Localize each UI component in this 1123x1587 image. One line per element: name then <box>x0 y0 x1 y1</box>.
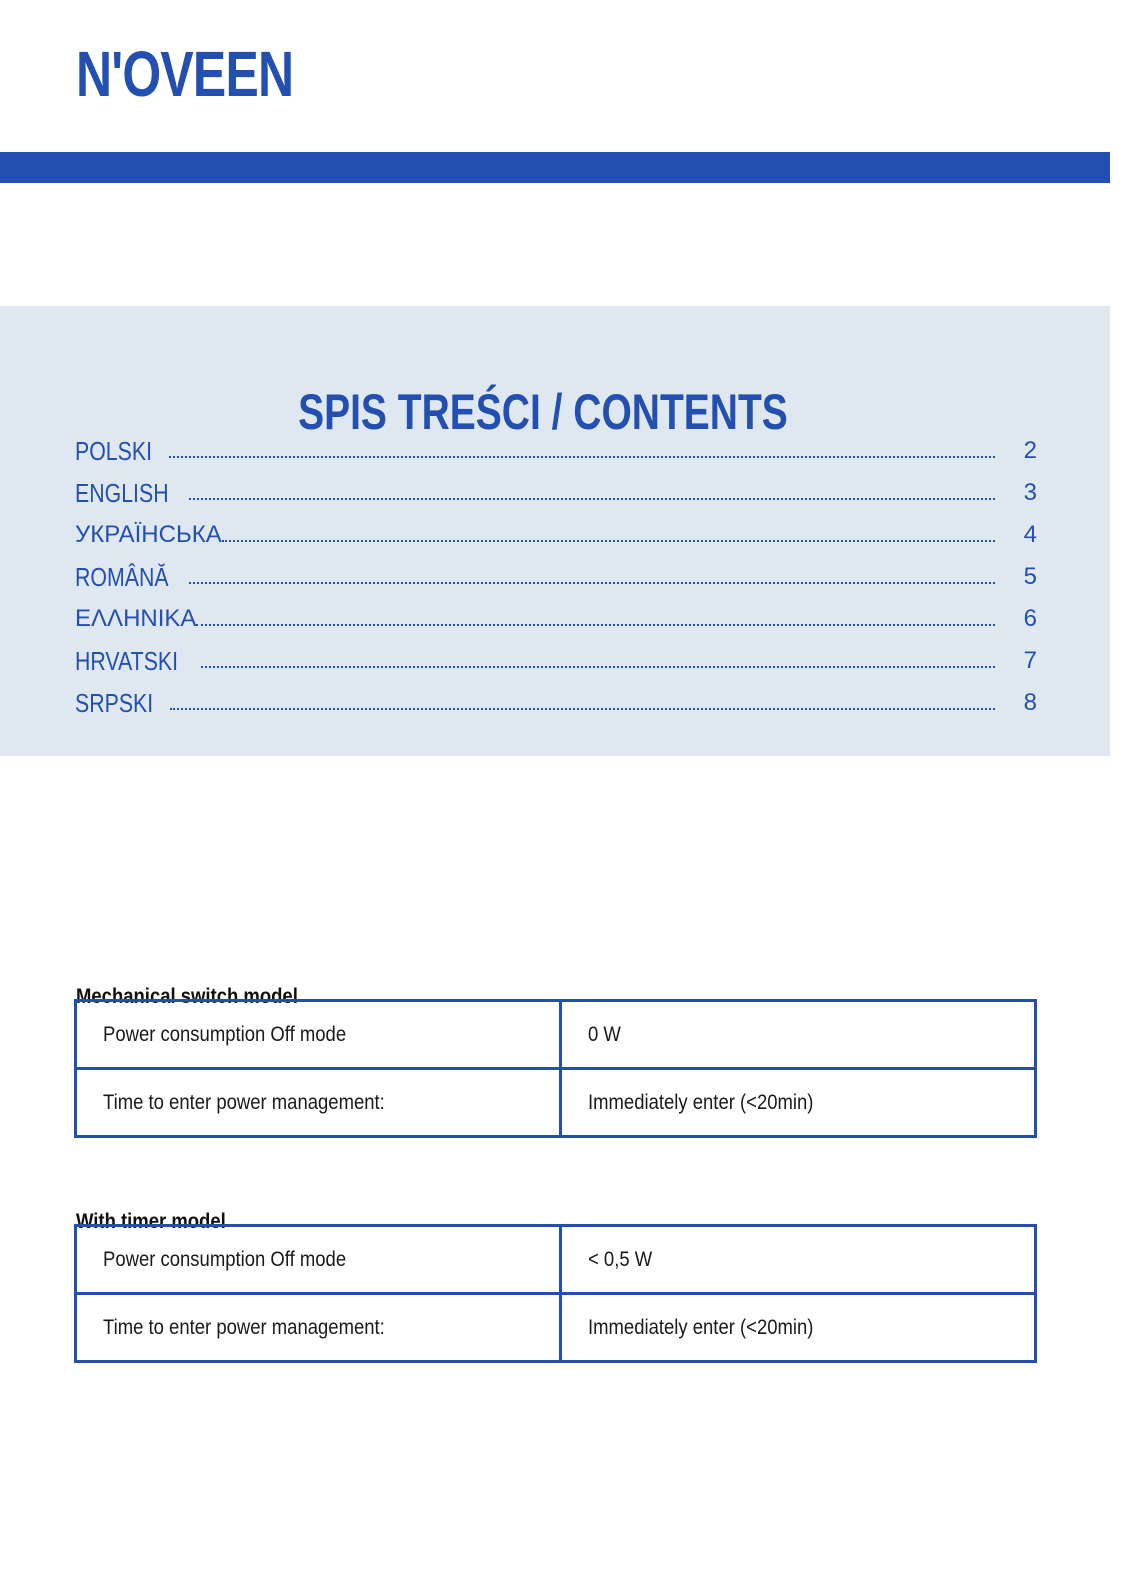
mechanical-switch-heading: Mechanical switch model <box>76 985 298 1009</box>
contents-title-text: SPIS TREŚCI / CONTENTS <box>298 383 788 440</box>
spec-value-text: 0 W <box>588 1022 621 1046</box>
spec-value <box>561 1069 1036 1137</box>
table-row <box>76 1294 1036 1362</box>
spec-key <box>76 1069 561 1137</box>
toc-item-romanian[interactable] <box>75 551 1037 593</box>
toc-item-croatian[interactable] <box>75 635 1037 677</box>
header-bar <box>0 152 1110 183</box>
spec-value-text: Immediately enter (<20min) <box>588 1315 814 1339</box>
toc-item-page: 7 <box>1023 647 1037 674</box>
toc-leader-dots <box>196 624 995 626</box>
toc-leader-dots <box>189 582 995 584</box>
toc-leader-dots <box>189 498 995 500</box>
table-row <box>76 1226 1036 1294</box>
spec-key <box>76 1226 561 1294</box>
toc-leader-dots <box>222 540 995 542</box>
spec-key <box>76 1001 561 1069</box>
spec-value <box>561 1294 1036 1362</box>
contents-list <box>75 425 1037 719</box>
toc-leader-dots <box>169 456 995 458</box>
spec-value <box>561 1001 1036 1069</box>
toc-item-page: 4 <box>1023 521 1037 548</box>
table-row <box>76 1001 1036 1069</box>
spec-value-text: < 0,5 W <box>588 1247 653 1271</box>
spec-value-text: Immediately enter (<20min) <box>588 1090 814 1114</box>
toc-item-label: ROMÂNĂ <box>75 562 169 592</box>
mechanical-switch-spec-table <box>74 999 1037 1138</box>
toc-item-label: SRPSKI <box>75 688 154 718</box>
table-of-contents <box>0 306 1110 756</box>
toc-item-serbian[interactable] <box>75 677 1037 719</box>
toc-item-label: POLSKI <box>75 436 153 466</box>
toc-item-english[interactable] <box>75 467 1037 509</box>
toc-item-page: 5 <box>1023 563 1037 590</box>
toc-item-greek[interactable] <box>75 593 1037 635</box>
toc-leader-dots <box>201 666 995 668</box>
toc-item-label: УКРАЇНСЬКА <box>75 521 222 548</box>
toc-leader-dots <box>170 708 995 710</box>
spec-key-text: Power consumption Off mode <box>103 1022 347 1046</box>
toc-item-page: 3 <box>1023 479 1037 506</box>
table-row <box>76 1069 1036 1137</box>
toc-item-label: ΕΛΛΗΝΙΚΑ <box>75 605 197 632</box>
brand-logo: N'OVEEN <box>76 38 294 110</box>
toc-item-page: 2 <box>1023 437 1037 464</box>
toc-item-page: 8 <box>1023 689 1037 716</box>
timer-model-spec-table <box>74 1224 1037 1363</box>
toc-item-label: HRVATSKI <box>75 646 179 676</box>
timer-model-heading: With timer model <box>76 1210 226 1234</box>
spec-value <box>561 1226 1036 1294</box>
spec-key <box>76 1294 561 1362</box>
toc-item-label: ENGLISH <box>75 478 169 508</box>
spec-key-text: Time to enter power management: <box>103 1315 385 1339</box>
spec-key-text: Time to enter power management: <box>103 1090 385 1114</box>
toc-item-page: 6 <box>1023 605 1037 632</box>
toc-item-polski[interactable] <box>75 425 1037 467</box>
toc-item-ukrainian[interactable] <box>75 509 1037 551</box>
spec-key-text: Power consumption Off mode <box>103 1247 347 1271</box>
